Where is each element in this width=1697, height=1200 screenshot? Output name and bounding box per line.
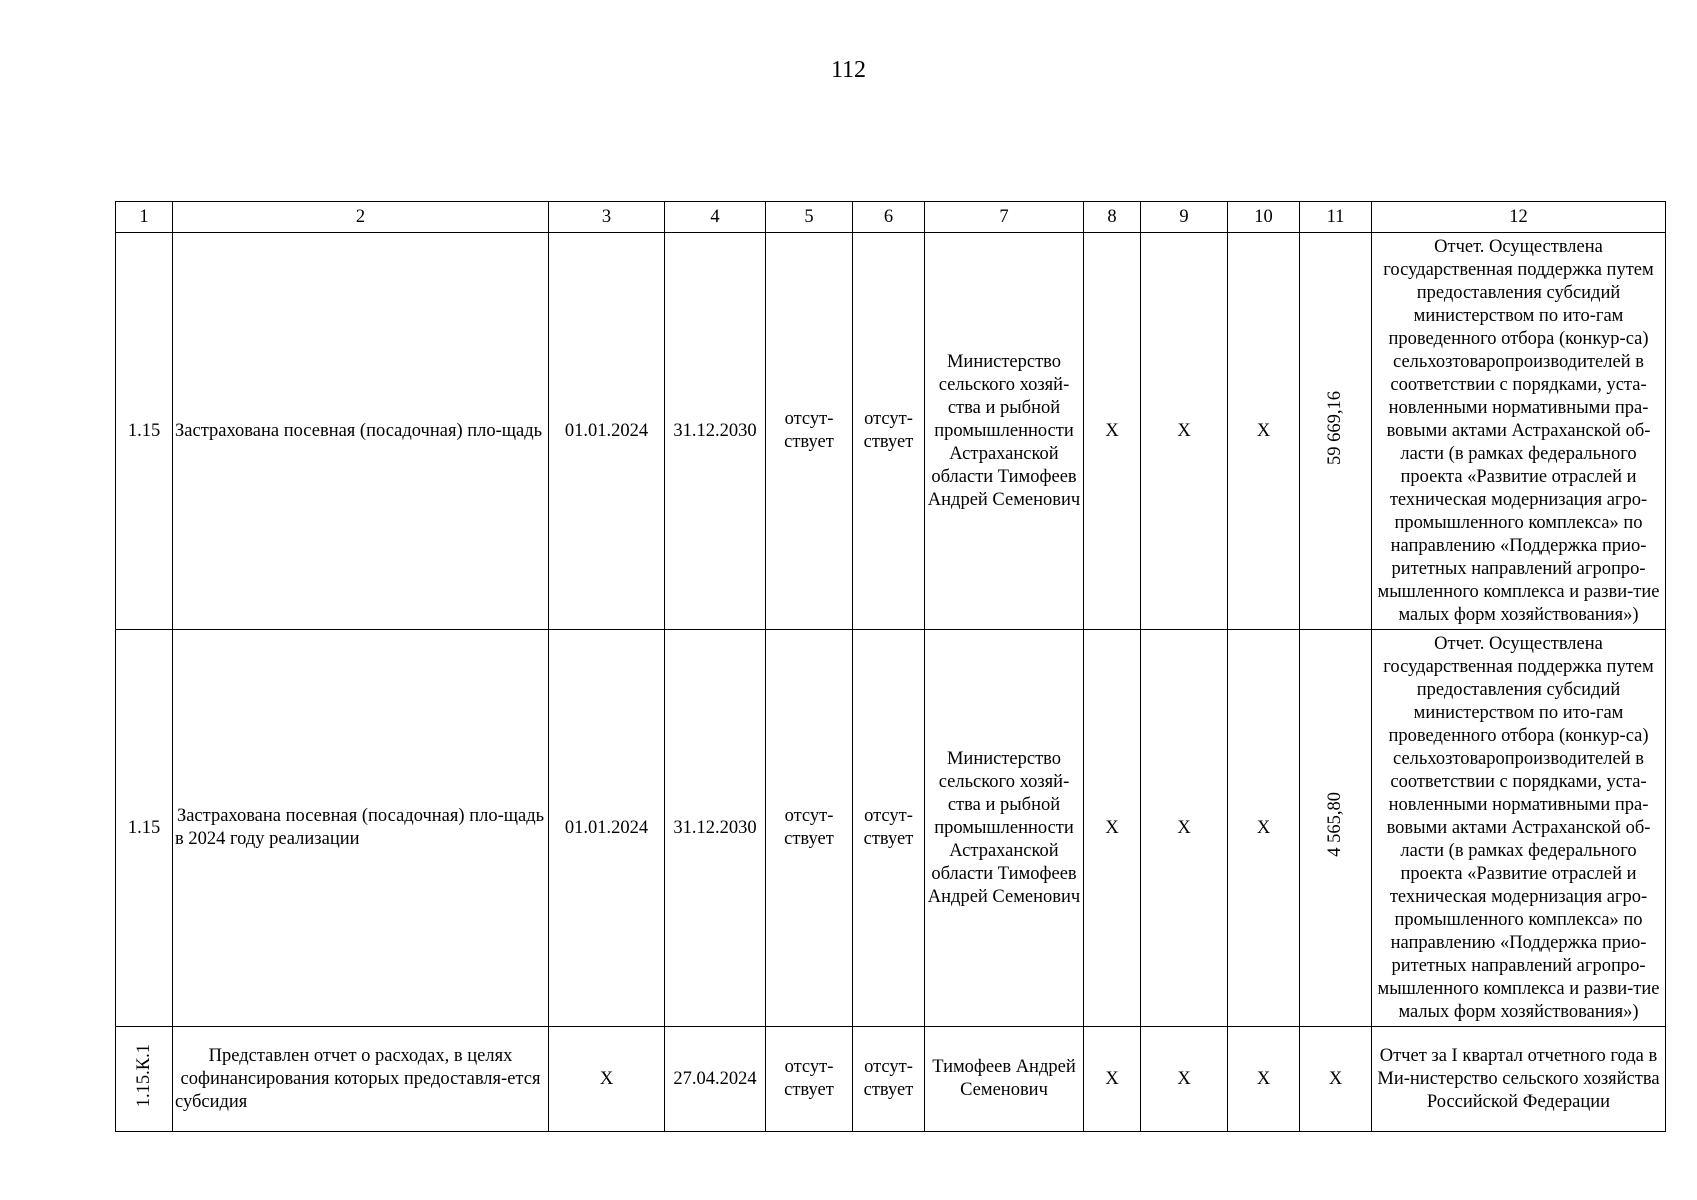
header-cell: 9 — [1141, 202, 1228, 233]
responsible: Министерство сельского хозяй-ства и рыбной промышленности Астраханской области Тимофеев Андрей Семенович — [925, 630, 1084, 1027]
col10-value: X — [1228, 630, 1300, 1027]
col9-value: X — [1141, 1027, 1228, 1132]
col6-value: отсут-ствует — [853, 233, 925, 630]
col5-value: отсут-ствует — [766, 630, 853, 1027]
amount-value: X — [1300, 1027, 1372, 1132]
header-cell: 5 — [766, 202, 853, 233]
col9-value: X — [1141, 233, 1228, 630]
table-row — [116, 630, 1666, 1027]
responsible: Министерство сельского хозяй-ства и рыбной промышленности Астраханской области Тимофеев Андрей Семенович — [925, 233, 1084, 630]
measures-table — [115, 201, 1666, 1132]
col5-value: отсут-ствует — [766, 233, 853, 630]
col8-value: X — [1084, 1027, 1141, 1132]
report-notes: Отчет за I квартал отчетного года в Ми-нистерство сельского хозяйства Российской Федерации — [1372, 1027, 1666, 1132]
header-cell: 7 — [925, 202, 1084, 233]
page-number: 112 — [830, 57, 867, 83]
col6-value: отсут-ствует — [853, 1027, 925, 1132]
report-notes: Отчет. Осуществлена государственная поддержка путем предоставления субсидий министерством по ито-гам проведенного отбора (конкур-са) сельхозтоваропроизводителей в соответствии с порядками, уста-новленными нормативными пра-вовыми актами Астраханской об-ласти (в рамках федерального проекта «Развитие отраслей и техническая модернизация агро-промышленного комплекса» по направлению «Поддержка прио-ритетных направлений агропро-мышленного комплекса и разви-тие малых форм хозяйствования») — [1372, 233, 1666, 630]
responsible: Тимофеев Андрей Семенович — [925, 1027, 1084, 1132]
header-cell: 12 — [1372, 202, 1666, 233]
header-cell: 2 — [173, 202, 549, 233]
start-date: 01.01.2024 — [549, 630, 665, 1027]
item-number: 1.15 — [116, 630, 173, 1027]
header-cell: 11 — [1300, 202, 1372, 233]
header-cell: 6 — [853, 202, 925, 233]
item-name: Застрахована посевная (посадочная) пло-щадь — [173, 233, 549, 630]
col8-value: X — [1084, 233, 1141, 630]
end-date: 27.04.2024 — [665, 1027, 766, 1132]
col5-value: отсут-ствует — [766, 1027, 853, 1132]
header-cell: 4 — [665, 202, 766, 233]
table-row — [116, 233, 1666, 630]
end-date: 31.12.2030 — [665, 233, 766, 630]
amount-cell — [1300, 233, 1372, 630]
col6-value: отсут-ствует — [853, 630, 925, 1027]
table-row — [116, 1027, 1666, 1132]
col8-value: X — [1084, 630, 1141, 1027]
header-cell: 8 — [1084, 202, 1141, 233]
amount-value: 4 565,80 — [1325, 792, 1345, 857]
report-notes: Отчет. Осуществлена государственная поддержка путем предоставления субсидий министерством по ито-гам проведенного отбора (конкур-са) сельхозтоваропроизводителей в соответствии с порядками, уста-новленными нормативными пра-вовыми актами Астраханской об-ласти (в рамках федерального проекта «Развитие отраслей и техническая модернизация агро-промышленного комплекса» по направлению «Поддержка прио-ритетных направлений агропро-мышленного комплекса и разви-тие малых форм хозяйствования») — [1372, 630, 1666, 1027]
start-date: X — [549, 1027, 665, 1132]
header-cell: 1 — [116, 202, 173, 233]
item-number: 1.15.К.1 — [133, 1043, 154, 1108]
header-cell: 3 — [549, 202, 665, 233]
header-cell: 10 — [1228, 202, 1300, 233]
item-number: 1.15 — [116, 233, 173, 630]
col10-value: X — [1228, 233, 1300, 630]
end-date: 31.12.2030 — [665, 630, 766, 1027]
col9-value: X — [1141, 630, 1228, 1027]
amount-cell — [1300, 630, 1372, 1027]
amount-value: 59 669,16 — [1325, 390, 1345, 465]
item-name: Представлен отчет о расходах, в целях софинансирования которых предоставля-ется субсидия — [173, 1027, 549, 1132]
table-header-row — [116, 202, 1666, 233]
col10-value: X — [1228, 1027, 1300, 1132]
item-name: Застрахована посевная (посадочная) пло-щадь в 2024 году реализации — [173, 630, 549, 1027]
item-number-cell — [116, 1027, 173, 1132]
start-date: 01.01.2024 — [549, 233, 665, 630]
